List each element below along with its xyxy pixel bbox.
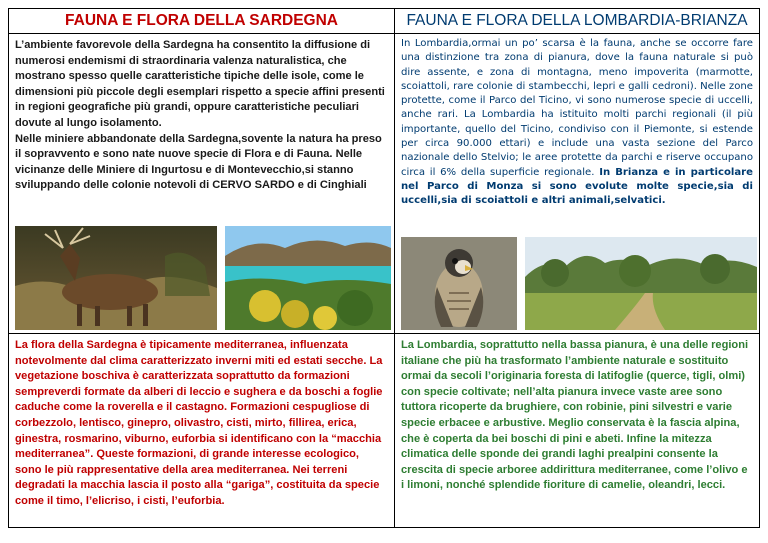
sardegna-fauna-paragraph-1: L’ambiente favorevole della Sardegna ha consentito la diffusione di numerosi endemismi di straordinaria valenza naturalistica, che mostrano spesso quelle caratteristiche tipiche delle isole, come le dimensioni più piccole degli esemplari rispetto a specie affini presenti in regioni geografiche più grandi, oppure caratteristiche peculiari dovute al lungo isolamento. <box>15 39 385 129</box>
sardegna-flora-text: La flora della Sardegna è tipicamente mediterranea, influenzata notevolmente dal clima caratterizzato inverni miti ed estati secche. La vegetazione boschiva è caratterizzata soprattutto da formazioni sempreverdi formate da alberi di leccio e sughera e da boschi a foglie caduche come la roverella e il castagno. Formazioni cespugliose di corbezzolo, lentisco, ginepro, olivastro, cisti, mirto, fillirea, erica, ginestra, rosmarino, viburno, euforbia si identificano con la “macchia mediterranea”. Queste formazioni, di grande interesse ecologico, sono le più rappresentative della area mediterranea. Nei terreni degradati la macchia lascia il posto alla “gariga”, costituita da specie come il timo, l’elicriso, i cisti, l’euforbia. <box>15 339 383 507</box>
sardinia-coast-photo <box>225 226 391 330</box>
lombardia-fauna-bold: In Brianza e in particolare nel Parco di Monza si sono evolute molte specie,sia di uccelli,sia di scoiattoli e altri animali,selvatici. <box>401 166 753 207</box>
lombardia-fauna-text <box>395 34 759 234</box>
lombardia-title: FAUNA E FLORA DELLA LOMBARDIA-BRIANZA <box>406 12 748 29</box>
sardegna-fauna-paragraph-2: Nelle miniere abbandonate della Sardegna,sovente la natura ha preso il sopravvento e sono nate nuove specie di Flora e di Fauna. Nelle vicinanze delle Miniere di Ingurtosu e di Montevecchio,si stanno sviluppando delle colonie notevoli di CERVO SARDO e di Cinghiali <box>15 132 382 192</box>
sardegna-fauna-text <box>9 34 394 224</box>
sardegna-title: FAUNA E FLORA DELLA SARDEGNA <box>65 12 338 29</box>
document-table <box>8 8 760 528</box>
lombardia-flora-text: La Lombardia, soprattutto nella bassa pianura, è una delle regioni italiane che più ha trasformato l’ambiente naturale e sostituito ormai da secoli l’originaria foresta di latifoglie (querce, tigli, olmi) con specie coltivate; nell’alta pianura invece vaste aree sono tuttora ricoperte da brughiere, con robinie, pini silvestri e varie specie erbacee e arbustive. Meglio conservata è la fascia alpina, che è coperta da bei boschi di pini e abeti. Infine la mitezza climatica delle sponde dei grandi laghi prealpini consente la crescita di specie arboree addirittura mediterranee, come l’olivo e i limoni, nonché splendide fioriture di camelie, oleandri, lecci. <box>401 339 749 492</box>
falcon-photo <box>401 237 517 330</box>
lombardia-fauna-paragraph: In Lombardia,ormai un po’ scarsa è la fauna, anche se occorre fare una distinzione tra zona di pianura, dove la fauna naturale si può dire assente, e zona di montagna, meno impoverita (marmotte, scoiattoli, rare colonie di stambecchi, lepri e galli cedroni). Nelle zone protette, come il Parco del Ticino, vi sono numerose specie di uccelli, anche rari. La Lombardia ha istituito molti parchi regionali (il più importante, quello del Ticino, condiviso con il Piemonte, si estende per circa 90.000 ettari) e include una vasta sezione del Parco nazionale dello Stelvio; le aree protette da parchi e riserve occupano circa il 6% della superficie regionale. <box>401 38 753 178</box>
countryside-photo <box>525 237 757 330</box>
deer-photo <box>15 226 217 330</box>
